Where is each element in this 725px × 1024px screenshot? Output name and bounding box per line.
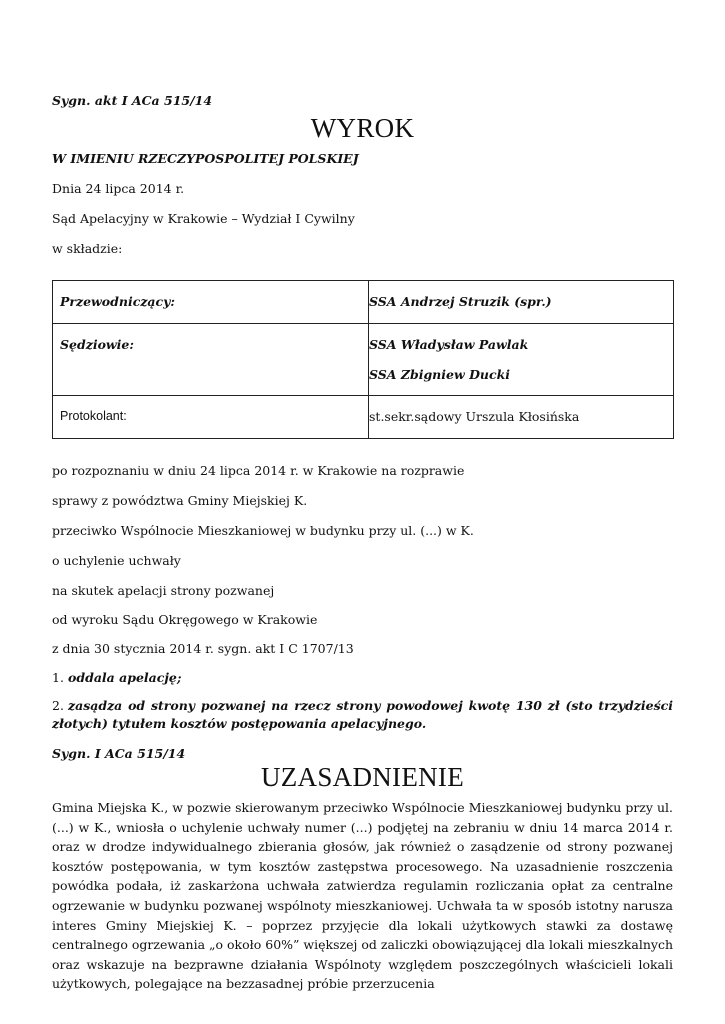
document-title: WYROK bbox=[310, 113, 415, 143]
table-row bbox=[53, 281, 674, 324]
ruling-text: oddala apelację; bbox=[68, 670, 182, 685]
clerk-value: st.sekr.sądowy Urszula Kłosińska bbox=[369, 409, 580, 424]
judgment-date: Dnia 24 lipca 2014 r. bbox=[52, 181, 185, 196]
ruling-item bbox=[52, 670, 181, 685]
case-line: sprawy z powództwa Gminy Miejskiej K. bbox=[52, 493, 308, 508]
court-name: Sąd Apelacyjny w Krakowie – Wydział I Cywilny bbox=[52, 211, 355, 226]
clerk-value-cell bbox=[369, 396, 674, 439]
chair-value: SSA Andrzej Struzik (spr.) bbox=[369, 294, 552, 309]
justification-signature: Sygn. I ACa 515/14 bbox=[52, 746, 186, 761]
table-row bbox=[53, 396, 674, 439]
table-row bbox=[53, 324, 674, 396]
case-line: na skutek apelacji strony pozwanej bbox=[52, 583, 275, 598]
ruling-item bbox=[52, 697, 673, 733]
clerk-label-cell bbox=[53, 396, 369, 439]
clerk-label: Protokolant: bbox=[60, 409, 127, 423]
chair-value-cell bbox=[369, 281, 674, 324]
judge-2: SSA Zbigniew Ducki bbox=[369, 367, 511, 382]
justification-title: UZASADNIENIE bbox=[260, 762, 465, 792]
case-line: z dnia 30 stycznia 2014 r. sygn. akt I C 1707/13 bbox=[52, 641, 354, 656]
case-line: po rozpoznaniu w dniu 24 lipca 2014 r. w Krakowie na rozprawie bbox=[52, 463, 465, 478]
court-panel-table bbox=[52, 280, 674, 439]
judges-label-cell bbox=[53, 324, 369, 396]
case-line: o uchylenie uchwały bbox=[52, 553, 181, 568]
ruling-text: zasądza od strony pozwanej na rzecz strony powodowej kwotę 130 zł (sto trzydzieści złotych) tytułem kosztów postępowania apelacyjnego. bbox=[52, 698, 673, 731]
ruling-number: 1. bbox=[52, 670, 64, 685]
justification-paragraph: Gmina Miejska K., w pozwie skierowanym przeciwko Wspólnocie Mieszkaniowej budynku przy ul. (...) w K., wniosła o uchylenie uchwały numer (...) podjętej na zebraniu w dniu 14 marca 2014 r. oraz w drodze indywidualnego zbierania głosów, jak również o zasądzenie od strony pozwanej kosztów postępowania, w tym kosztów zastępstwa procesowego. Na uzasadnienie roszczenia powódka podała, iż zaskarżona uchwała zatwierdza regulamin rozliczania opłat za centralne ogrzewanie w budynku pozwanej wspólnoty mieszkaniowej. Uchwała ta w sposób istotny narusza interes Gminy Miejskiej K. – poprzez przyjęcie dla lokali użytkowych stawki za dostawę centralnego ogrzewania „o około 60%” większej od zaliczki obowiązującej dla lokali mieszkalnych oraz wskazuje na bezprawne działania Wspólnoty względem poszczególnych właścicieli lokali użytkowych, polegające na bezzasadnej próbie przerzucenia bbox=[52, 800, 673, 992]
chair-label: Przewodniczący: bbox=[60, 294, 176, 309]
judges-label: Sędziowie: bbox=[60, 337, 134, 352]
case-line: przeciwko Wspólnocie Mieszkaniowej w budynku przy ul. (...) w K. bbox=[52, 523, 474, 538]
composition-label: w składzie: bbox=[52, 241, 123, 256]
ruling-number: 2. bbox=[52, 698, 64, 713]
case-signature: Sygn. akt I ACa 515/14 bbox=[52, 93, 213, 108]
judges-value-cell bbox=[369, 324, 674, 396]
document-subtitle: W IMIENIU RZECZYPOSPOLITEJ POLSKIEJ bbox=[52, 151, 359, 166]
judge-1: SSA Władysław Pawlak bbox=[369, 337, 529, 352]
case-line: od wyroku Sądu Okręgowego w Krakowie bbox=[52, 612, 318, 627]
chair-label-cell bbox=[53, 281, 369, 324]
